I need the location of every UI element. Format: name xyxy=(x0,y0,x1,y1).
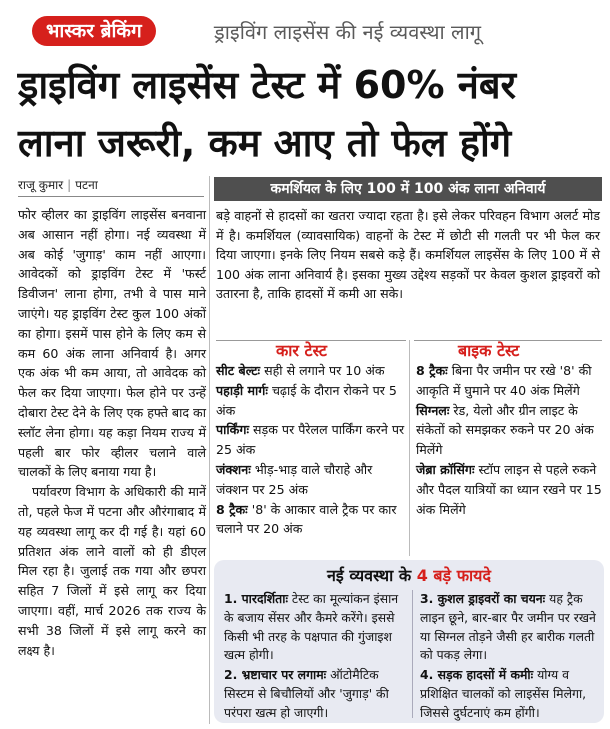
bike-test-list xyxy=(416,361,602,519)
benefit-item xyxy=(224,590,406,665)
benefits-title-prefix: नई व्यवस्था के xyxy=(327,566,412,585)
byline-author: राजू कुमार xyxy=(18,178,64,192)
bike-item-label: 8 ट्रैकः xyxy=(416,363,448,378)
car-test-title: कार टेस्ट xyxy=(276,341,327,360)
car-item-text: '8' के आकार वाले ट्रैक पर कार चलाने पर 20 अंक xyxy=(216,501,397,537)
car-item-text: चढ़ाई के दौरान रोकने पर 5 अंक xyxy=(216,382,397,418)
car-item-text: सड़क पर पैरेलल पार्किंग करने पर 25 अंक xyxy=(216,422,405,458)
bike-item-label: सिग्नलः xyxy=(416,402,450,418)
car-item-label: 8 ट्रैकः xyxy=(216,501,248,517)
byline-location: पटना xyxy=(75,178,98,192)
benefit-text: योग्य व प्रशिक्षित चालकों को लाइसेंस मिलेगा, जिससे दुर्घटनाएं कम होंगी। xyxy=(420,667,587,720)
subhead-banner: कमर्शियल के लिए 100 में 100 अंक लाना अनिवार्य xyxy=(214,177,602,201)
headline-line-1: ड्राइविंग लाइसेंस टेस्ट में 60% नंबर xyxy=(18,63,517,107)
benefit-text: टेस्ट का मूल्यांकन इंसान के बजाय सेंसर और कैमरे करेंगे। इससे किसी भी तरह के पक्षपात की गुंजाइश खत्म होगी। xyxy=(224,591,399,663)
brand-badge: भास्कर ब्रेकिंग xyxy=(32,16,156,46)
car-test-list xyxy=(216,361,406,539)
left-column xyxy=(18,205,206,660)
byline-separator: | xyxy=(67,178,72,192)
car-item-label: सीट बेल्टः xyxy=(216,363,261,378)
benefits-title xyxy=(214,564,604,586)
benefits-divider xyxy=(412,590,413,718)
bike-item xyxy=(416,361,602,401)
column-divider xyxy=(209,176,210,724)
bike-item-text: बिना पैर जमीन पर रखे '8' की आकृति में घुमाने पर 40 अंक मिलेंगे xyxy=(416,363,592,398)
bike-item-text: रेड, येलो और ग्रीन लाइट के संकेतों को समझकर रुकने पर 20 अंक मिलेंगे xyxy=(416,402,594,458)
car-item-text: सही से लगाने पर 10 अंक xyxy=(264,363,385,378)
car-item xyxy=(216,420,406,460)
headline xyxy=(18,56,600,172)
benefit-label: 2. भ्रष्टाचार पर लगामः xyxy=(224,667,327,682)
car-item-label: जंक्शनः xyxy=(216,461,251,477)
benefit-item xyxy=(224,666,406,722)
benefit-label: 3. कुशल ड्राइवरों का चयनः xyxy=(420,591,546,606)
benefit-item xyxy=(420,666,598,722)
car-item xyxy=(216,500,406,540)
benefit-label: 1. पारदर्शिताः xyxy=(224,591,288,606)
left-para-2: पर्यावरण विभाग के अधिकारी की मानें तो, पहले फेज में पटना और औरंगाबाद में यह व्यवस्था लागू कर दी गई है। यहां 60 प्रतिशत अंक लाने वालों को ही डीएल मिल रहा है। जुलाई तक गया और छपरा सहित 7 जिलों में इसे लागू कर दिया जाएगा। वहीं, मार्च 2026 तक राज्य के सभी 38 जिलों में इसे लागू करने का लक्ष्य है। xyxy=(18,484,206,658)
bike-item-label: जेब्रा क्रॉसिंगः xyxy=(416,461,475,477)
car-item xyxy=(216,361,406,381)
kicker-text: ड्राइविंग लाइसेंस की नई व्यवस्था लागू xyxy=(214,20,482,44)
benefits-box xyxy=(214,560,604,723)
car-item-label: पहाड़ी मार्गः xyxy=(216,382,268,398)
benefits-title-highlight: 4 बड़े फायदे xyxy=(416,566,491,585)
headline-line-2: लाना जरूरी, कम आए तो फेल होंगे xyxy=(18,121,512,165)
left-para-1: फोर व्हीलर का ड्राइविंग लाइसेंस बनवाना अब आसान नहीं होगा। नई व्यवस्था में अब कोई 'जुगाड़' काम नहीं आएगा। आवेदकों को ड्राइविंग टेस्ट में 'फर्स्ट डिवीजन' लाना होगा, तभी वे पास माने जाएंगे। यह ड्राइविंग टेस्ट कुल 100 अंकों का होगा। इसमें पास होने के लिए कम से कम 60 अंक लाना अनिवार्य है। अगर एक अंक भी कम आया, तो आवेदक को फेल कर दिया जाएगा। फेल होने पर उन्हें दोबारा टेस्ट देने के लिए एक हफ्ते बाद का स्लॉट लेना होगा। यह कड़ा नियम राज्य में पहली बार फोर व्हीलर चलाने वाले चालकों के लिए बनाया गया है। xyxy=(18,207,206,480)
benefit-label: 4. सड़क हादसों में कमीः xyxy=(420,667,534,682)
bike-test-title: बाइक टेस्ट xyxy=(458,341,520,360)
car-item xyxy=(216,381,406,421)
benefit-text: ऑटोमैटिक सिस्टम से बिचौलियों और 'जुगाड़' की परंपरा खत्म हो जाएगी। xyxy=(224,667,389,720)
car-item xyxy=(216,460,406,500)
car-item-label: पार्किंगः xyxy=(216,422,249,438)
test-divider xyxy=(409,340,410,556)
intro-paragraph: बड़े वाहनों से हादसों का खतरा ज्यादा रहता है। इसे लेकर परिवहन विभाग अलर्ट मोड में है। कमर्शियल (व्यावसायिक) वाहनों के टेस्ट में छोटी सी गलती पर भी फेल कर दिया जाएगा। इनके लिए नियम सबसे कड़े हैं। कमर्शियल लाइसेंस के लिए 100 में से 100 अंक लाना अनिवार्य है। इसका मुख्य उद्देश्य सड़कों पर केवल कुशल ड्राइवरों को उतारना है, ताकि हादसों में कमी आ सके। xyxy=(216,208,600,302)
header-bar xyxy=(0,0,610,54)
byline-rule xyxy=(18,196,204,197)
bike-item xyxy=(416,401,602,460)
benefit-text: यह ट्रैक लाइन छूने, बार-बार पैर जमीन पर रखने या सिग्नल तोड़ने जैसी हर बारीक गलती को पकड़ लेगा। xyxy=(420,591,596,663)
car-item-text: भीड़-भाड़ वाले चौराहे और जंक्शन पर 25 अंक xyxy=(216,461,373,497)
benefit-item xyxy=(420,590,598,665)
bike-item-text: स्टॉप लाइन से पहले रुकने और पैदल यात्रियों का ध्यान रखने पर 15 अंक मिलेंगे xyxy=(416,461,602,517)
byline xyxy=(18,176,98,193)
bike-item xyxy=(416,460,602,519)
